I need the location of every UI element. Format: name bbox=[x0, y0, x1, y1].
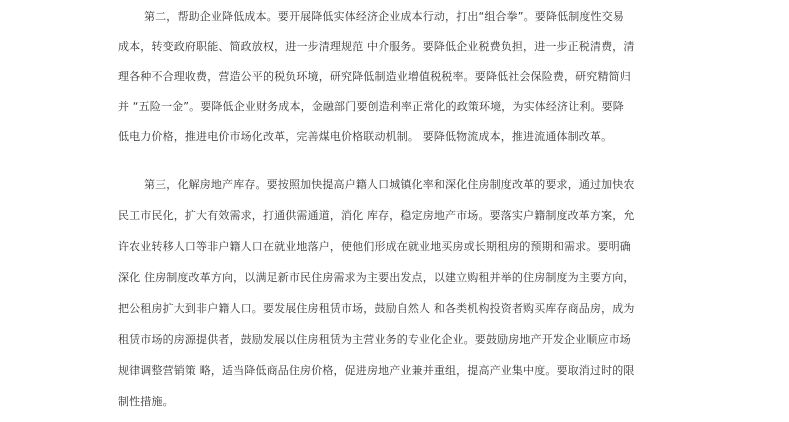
paragraph-line: 规律调整营销策 略，适当降低商品住房价格，促进房地产业兼并重组，提高产业集中度。要取消过时的限 bbox=[118, 364, 635, 377]
paragraph-line: 理各种不合理收费，营造公平的税负环境，研究降低制造业增值税税率。要降低社会保险费，研究精简归 bbox=[118, 70, 631, 83]
paragraph-line: 制性措施。 bbox=[118, 395, 174, 408]
paragraph-line: 低电力价格，推进电价市场化改革，完善煤电价格联动机制。 要降低物流成本，推进流通体制改革。 bbox=[118, 130, 613, 143]
paragraph-line: 第三，化解房地产库存。要按照加快提高户籍人口城镇化率和深化住房制度改革的要求，通过加快农 bbox=[144, 178, 635, 191]
paragraph-line: 民工市民化，扩大有效需求，打通供需通道，消化 库存，稳定房地产市场。要落实户籍制度改革方案，允 bbox=[118, 209, 635, 222]
paragraph-line: 深化 住房制度改革方向，以满足新市民住房需求为主要出发点，以建立购租并举的住房制度为主要方向， bbox=[118, 271, 635, 284]
paragraph-line: 成本，转变政府职能、简政放权，进一步清理规范 中介服务。要降低企业税费负担，进一步正税清费，清 bbox=[118, 40, 635, 53]
paragraph-line: 第二，帮助企业降低成本。要开展降低实体经济企业成本行动，打出“组合拳”。要降低制度性交易 bbox=[144, 10, 624, 23]
paragraph-line: 并 “五险一金”。要降低企业财务成本，金融部门要创造利率正常化的政策环境，为实体经济让利。要降 bbox=[118, 100, 624, 113]
paragraph-line: 把公租房扩大到非户籍人口。要发展住房租赁市场，鼓励自然人 和各类机构投资者购买库存商品房，成为 bbox=[118, 302, 635, 315]
paragraph-line: 许农业转移人口等非户籍人口在就业地落户，使他们形成在就业地买房或长期租房的预期和需求。要明确 bbox=[118, 240, 631, 253]
paragraph-line: 租赁市场的房源提供者，鼓励发展以住房租赁为主营业务的专业化企业。要鼓励房地产开发企业顺应市场 bbox=[118, 333, 631, 346]
